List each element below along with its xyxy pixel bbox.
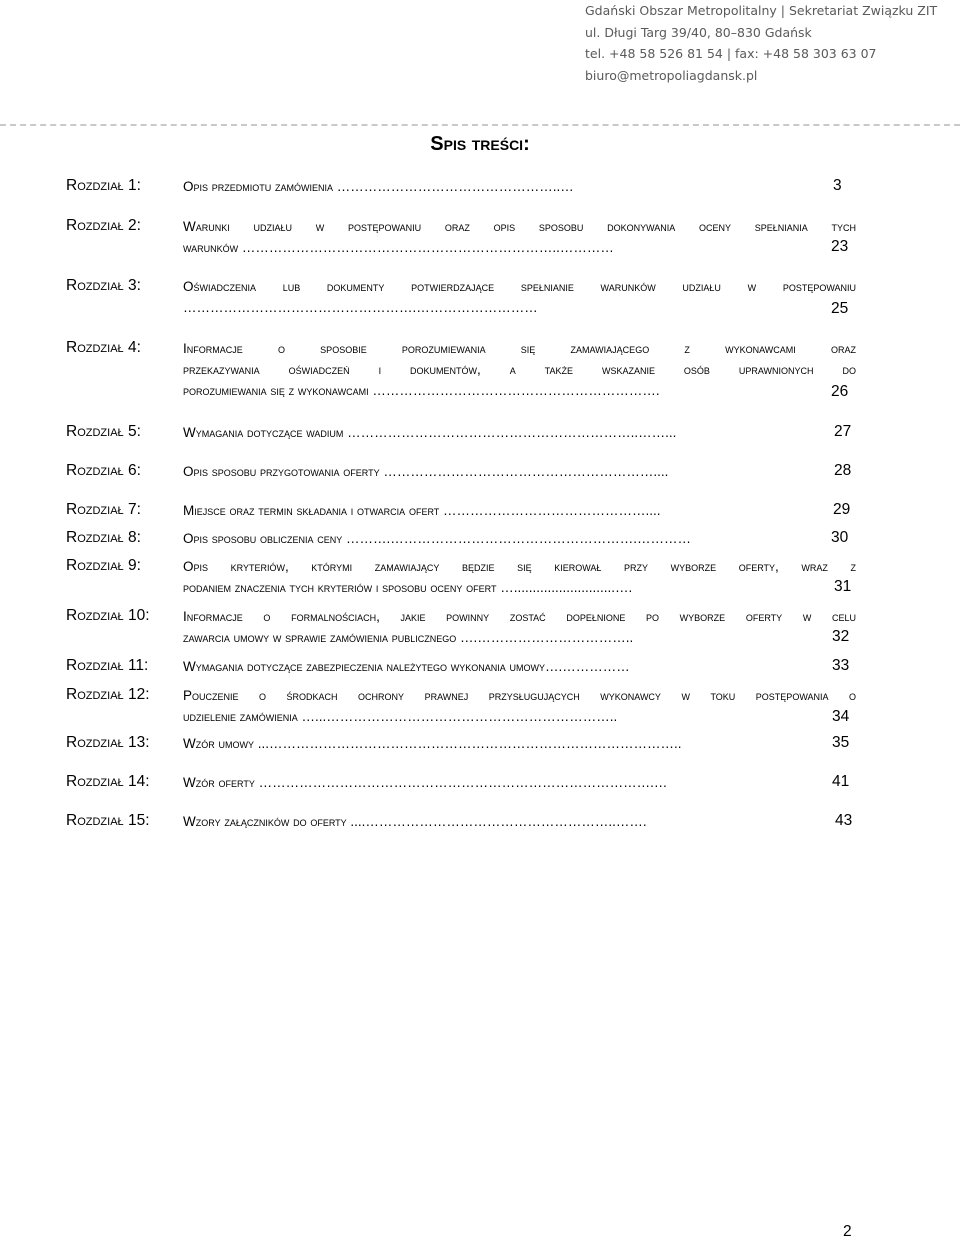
toc-entry-line: udzielenie zamówienia …...……………………………………………………….. (183, 709, 618, 724)
toc-page-number: 30 (831, 529, 849, 546)
toc-entry-title (183, 606, 856, 648)
toc-chapter-label: Rozdział 1: (66, 177, 141, 194)
toc-entry-title (183, 772, 856, 793)
letterhead-phone-fax: tel. +48 58 526 81 54 | fax: +48 58 303 63 07 (585, 46, 877, 61)
toc-chapter-label: Rozdział 2: (66, 217, 141, 234)
toc-entry-title (183, 276, 856, 318)
toc-chapter-label: Rozdział 15: (66, 812, 150, 829)
toc-entry-line: Wzór umowy ...……………………………………………………………………………….. (183, 736, 682, 751)
toc-page-number: 3 (833, 177, 842, 194)
toc-page-number: 29 (833, 501, 851, 518)
toc-chapter-label: Rozdział 4: (66, 339, 141, 356)
toc-entry-line: Opis sposobu przygotowania oferty …………………………………………………….... (183, 464, 669, 479)
toc-chapter-label: Rozdział 9: (66, 557, 141, 574)
header-divider (0, 124, 960, 126)
toc-entry-title (183, 422, 856, 443)
toc-page-number: 34 (832, 708, 850, 725)
letterhead-email: biuro@metropoliagdansk.pl (585, 67, 758, 83)
toc-entry-line: Pouczenie o środkach ochrony prawnej przysługujących wykonawcy w toku postępowania o (183, 688, 856, 703)
toc-entry-line: Wymagania dotyczące zabezpieczenia należytego wykonania umowy….…………… (183, 659, 630, 674)
toc-entry-line: …………………………………………….……………………… (183, 300, 538, 315)
toc-page-number: 41 (832, 773, 850, 790)
toc-page-number: 31 (834, 578, 852, 595)
toc-chapter-label: Rozdział 7: (66, 501, 141, 518)
toc-entry-title (183, 685, 856, 727)
toc-page-number: 32 (832, 628, 850, 645)
toc-chapter-label: Rozdział 11: (66, 657, 149, 674)
toc-entry-line: Warunki udziału w postępowaniu oraz opis sposobu dokonywania oceny spełniania tych (183, 219, 856, 234)
toc-entry-line: Wymagania dotyczące wadium ………………………………………………………..……... (183, 425, 677, 440)
toc-entry-line: porozumiewania się z wykonawcami ………………………………………………………. (183, 383, 660, 398)
toc-chapter-label: Rozdział 5: (66, 423, 141, 440)
toc-entry-title (183, 500, 856, 521)
toc-entry-title (183, 176, 856, 197)
toc-chapter-label: Rozdział 8: (66, 529, 141, 546)
toc-entry-title (183, 216, 856, 258)
toc-entry-title (183, 811, 856, 832)
toc-entry-line: Opis przedmiotu zamówienia …………………………………………..… (183, 179, 574, 194)
toc-chapter-label: Rozdział 12: (66, 686, 150, 703)
toc-entry-line: podaniem znaczenia tych kryteriów i sposobu oceny ofert …...........................…. (183, 580, 633, 595)
toc-page-number: 35 (832, 734, 850, 751)
toc-entry-line: Miejsce oraz termin składania i otwarcia ofert ……………………………………….... (183, 503, 661, 518)
toc-chapter-label: Rozdział 3: (66, 277, 141, 294)
toc-page-number: 33 (832, 657, 850, 674)
toc-entry-title (183, 733, 856, 754)
toc-entry-line: Opis kryteriów, którymi zamawiający będzie się kierował przy wyborze oferty, wraz z (183, 559, 856, 574)
toc-entry-title (183, 338, 856, 401)
toc-entry-line: Wzór oferty …………………………………………………………………………….… (183, 775, 668, 790)
toc-entry-line: Informacje o formalnościach, jakie powinny zostać dopełnione po wyborze oferty w celu (183, 609, 856, 624)
toc-title: Spis treści: (430, 133, 530, 155)
toc-entry-line: Opis sposobu obliczenia ceny ……….……………………………………………….………… (183, 531, 692, 546)
toc-chapter-label: Rozdział 13: (66, 734, 150, 751)
toc-page-number: 43 (835, 812, 853, 829)
toc-entry-title (183, 461, 856, 482)
toc-page-number: 23 (831, 238, 849, 255)
toc-entry-line: warunków ……………………………………………………………..………… (183, 240, 614, 255)
page-number: 2 (843, 1223, 852, 1240)
toc-page-number: 27 (834, 423, 852, 440)
toc-entry-line: Informacje o sposobie porozumiewania się zamawiającego z wykonawcami oraz (183, 341, 856, 356)
toc-entry-title (183, 528, 856, 549)
toc-chapter-label: Rozdział 10: (66, 607, 150, 624)
toc-chapter-label: Rozdział 14: (66, 773, 150, 790)
toc-entry-line: zawarcia umowy w sprawie zamówienia publicznego ….…………………………….. (183, 630, 634, 645)
letterhead-org: Gdański Obszar Metropolitalny | Sekretariat Związku ZIT (585, 3, 938, 18)
toc-chapter-label: Rozdział 6: (66, 462, 141, 479)
letterhead (585, 0, 955, 86)
toc-entry-line: Oświadczenia lub dokumenty potwierdzające spełnianie warunków udziału w postępowaniu (183, 279, 856, 294)
toc-entry-title (183, 556, 856, 598)
letterhead-address: ul. Długi Targ 39/40, 80–830 Gdańsk (585, 24, 812, 40)
toc-entry-line: przekazywania oświadczeń i dokumentów, a także wskazanie osób uprawnionych do (183, 362, 856, 377)
toc-page-number: 26 (831, 383, 849, 400)
toc-entry-title (183, 656, 856, 677)
toc-page-number: 25 (831, 300, 849, 317)
toc-page-number: 28 (834, 462, 852, 479)
toc-entry-line: Wzory załączników do oferty ....………………………………………………..……. (183, 814, 647, 829)
